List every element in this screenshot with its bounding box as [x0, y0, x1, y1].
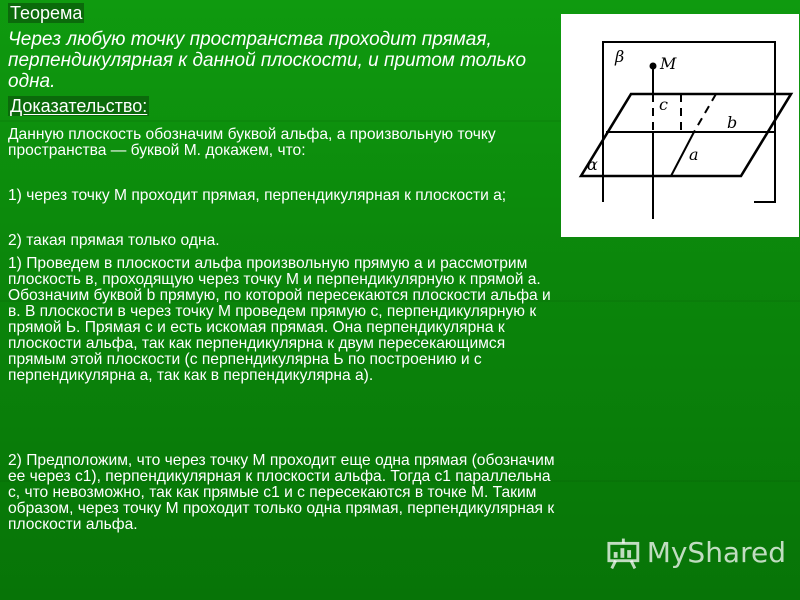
- label-beta: β: [615, 47, 625, 66]
- label-alpha: α: [587, 155, 598, 174]
- proof-paragraph: 1) Проведем в плоскости альфа произвольную прямую а и рассмотрим плоскость в, проходящую через точку М и перпендикулярную к прямой а. Обозначим буквой b прямую, по которой пересекаются плоскости альфа и в. В плоскости в через точку М проведем прямую с, перпендикулярную к прямой Ь. Прямая с и есть искомая прямая. Она перпендикулярна к плоскости альфа, так как перпендикулярна к двум пересекающимся прямым этой плоскости (с перпендикулярна Ь по построению и с перпендикулярна а, так как в перпендикулярна а).: [8, 255, 551, 384]
- proof-title: Доказательство:: [10, 96, 148, 116]
- proof-paragraph: Данную плоскость обозначим буквой альфа, а произвольную точку пространства — буквой М. докажем, что:: [8, 126, 496, 159]
- label-c: c: [659, 95, 668, 114]
- plane-alpha: [581, 94, 791, 176]
- plane-beta: [603, 42, 775, 202]
- point-M: [650, 63, 657, 70]
- presentation-board-icon: [606, 535, 641, 571]
- proof-paragraph: 2) такая прямая только одна.: [8, 232, 220, 249]
- theorem-title: Теорема: [10, 3, 83, 23]
- label-b: b: [727, 113, 738, 132]
- geometry-figure: [561, 14, 799, 237]
- watermark-text: MyShared: [646, 536, 786, 569]
- myshared-watermark: [606, 533, 786, 573]
- proof-paragraph: 2) Предположим, что через точку М проходит еще одна прямая (обозначим ее через с1), перпендикулярная к плоскости альфа. Тогда с1 параллельна с, что невозможно, так как прямые с1 и с пересекаются в точке М. Таким образом, через точку М проходит только одна прямая, перпендикулярная к плоскости альфа.: [8, 452, 555, 533]
- theorem-statement: Через любую точку пространства проходит прямая, перпендикулярная к данной плоскости, и притом только одна.: [8, 29, 527, 92]
- line-a-hidden: [694, 94, 716, 132]
- label-a: a: [689, 145, 699, 164]
- label-M: M: [660, 54, 677, 73]
- proof-paragraph: 1) через точку М проходит прямая, перпендикулярная к плоскости а;: [8, 187, 507, 204]
- planes-diagram: [561, 14, 799, 237]
